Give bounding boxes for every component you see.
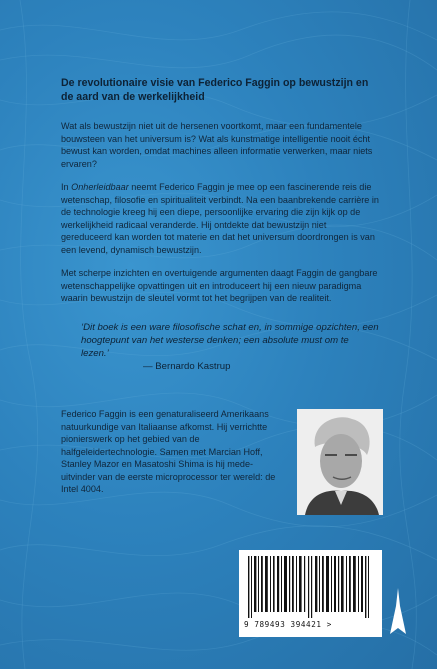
- barcode-lines: [246, 556, 376, 618]
- isbn-digits: 9 789493 394421 >: [244, 620, 332, 629]
- author-bio: Federico Faggin is een genaturaliseerd Amerikaans natuurkundige van Italiaanse afkomst. Hij verrichtte pionierswerk op het gebied van de halfgeleidertechnologie. Samen met Marcian Hoff, Stanley Mazor en Masatoshi Shima is hij mede-uitvinder van de eerste microprocessor ter wereld: de Intel 4004.: [61, 409, 276, 494]
- endorsement-quote: [61, 321, 379, 373]
- book-title: Onherleidbaar: [71, 182, 129, 192]
- isbn-barcode: [239, 550, 382, 637]
- publisher-logo-icon: [389, 588, 407, 634]
- author-portrait: [297, 409, 383, 515]
- portrait-drawing: [297, 409, 383, 515]
- quote-author: — Bernardo Kastrup: [143, 360, 231, 372]
- para2-prefix: In: [61, 182, 72, 192]
- blurb-paragraph-2: [61, 181, 379, 256]
- blurb-heading: De revolutionaire visie van Federico Faggin op bewustzijn en de aard van de werkelijkheid: [61, 77, 369, 103]
- text-block: [61, 76, 379, 373]
- blurb-paragraph-1: Wat als bewustzijn niet uit de hersenen voortkomt, maar een fundamentele bouwsteen van het universum is? Wat als kunstmatige intelligentie nooit écht bewust kan worden, omdat machines alleen informatie verwerken, maar niets ervaren?: [61, 121, 373, 169]
- quote-text: ‘Dit boek is een ware filosofische schat en, in sommige opzichten, een hoogtepunt van het westerse denken; een absolute must om te lezen.’: [81, 321, 379, 359]
- para2-rest: neemt Federico Faggin je mee op een fascinerende reis die wetenschap, filosofie en spiritualiteit verbindt. Na een baanbrekende carrière in de technologie kreeg hij een diepe, persoonlijke ervaring die zijn kijk op de werkelijkheid radicaal veranderde. Hij ontdekte dat bewustzijn niet gereduceerd kan worden tot materie en dat het universum doordrongen is van een levend, dynamisch bewustzijn.: [61, 182, 379, 255]
- blurb-paragraph-3: Met scherpe inzichten en overtuigende argumenten daagt Faggin de gangbare wetenschappelijke opvattingen uit en introduceert hij een nieuw paradigma waarin bewustzijn de sleutel vormt tot het begrijpen van de realiteit.: [61, 268, 378, 303]
